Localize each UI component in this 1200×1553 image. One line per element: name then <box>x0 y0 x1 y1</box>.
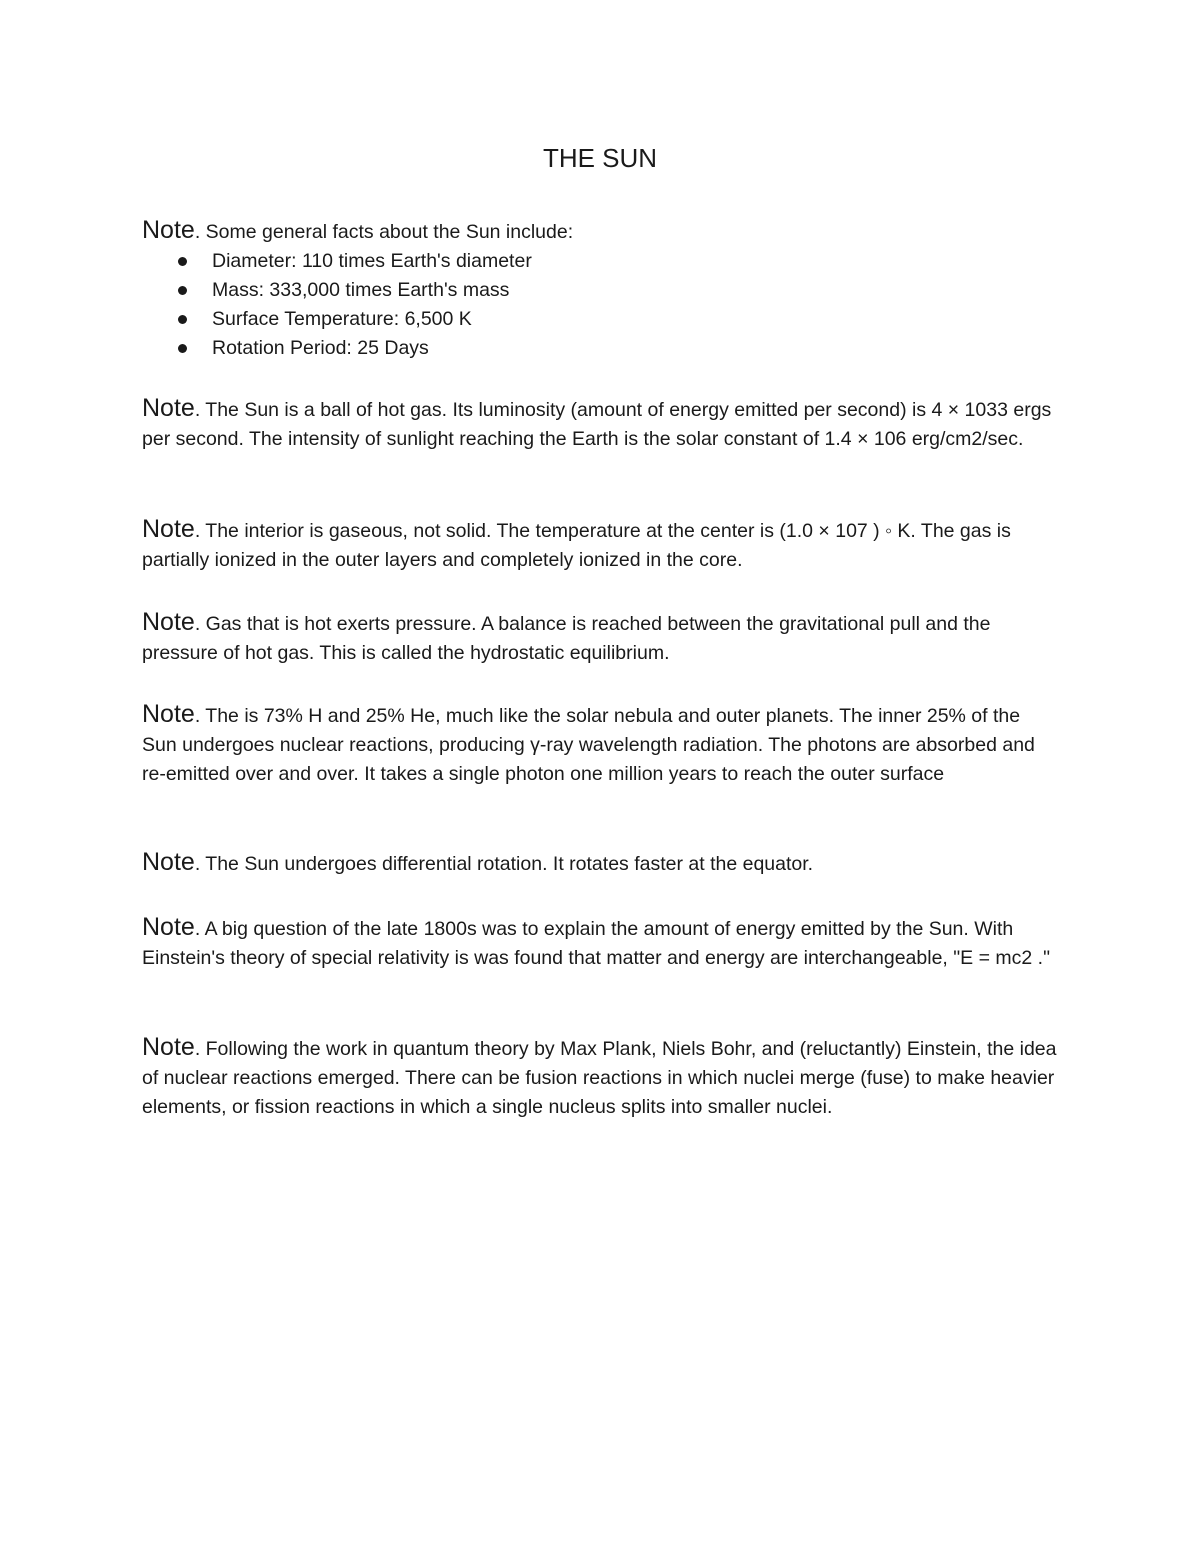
note-label: Note <box>142 608 195 636</box>
note-8 <box>142 1033 1058 1122</box>
list-item <box>142 276 1058 305</box>
note-text: . Gas that is hot exerts pressure. A balance is reached between the gravitational pull and the pressure of hot gas. This is called the hydrostatic equilibrium. <box>142 613 991 664</box>
fact-mass: Mass: 333,000 times Earth's mass <box>212 279 510 301</box>
note-3 <box>142 515 1058 575</box>
note-2 <box>142 394 1058 454</box>
note-7 <box>142 913 1058 973</box>
list-item <box>142 247 1058 276</box>
note-text: . Following the work in quantum theory by Max Plank, Niels Bohr, and (reluctantly) Einstein, the idea of nuclear reactions emerged. There can be fusion reactions in which nuclei merge (fuse) to make heavier elements, or fission reactions in which a single nucleus splits into smaller nuclei. <box>142 1038 1057 1118</box>
page-title: THE SUN <box>542 143 658 173</box>
note-5 <box>142 700 1058 789</box>
bullet-icon <box>178 257 187 266</box>
bullet-icon <box>178 315 187 324</box>
note-text: . The Sun is a ball of hot gas. Its luminosity (amount of energy emitted per second) is 4 × 1033 ergs per second. The intensity of sunlight reaching the Earth is the solar constant of 1.4 × 106 erg/cm2/sec. <box>142 399 1052 450</box>
list-item <box>142 334 1058 363</box>
bullet-icon <box>178 286 187 295</box>
facts-list <box>142 247 1058 363</box>
bullet-icon <box>178 344 187 353</box>
note-label: Note <box>142 848 195 876</box>
note-text: . The interior is gaseous, not solid. The temperature at the center is (1.0 × 107 ) ◦ K. The gas is partially ionized in the outer layers and completely ionized in the core. <box>142 520 1011 571</box>
note-label: Note <box>142 515 195 543</box>
fact-surface-temperature: Surface Temperature: 6,500 K <box>212 308 472 330</box>
note-text: . The is 73% H and 25% He, much like the solar nebula and outer planets. The inner 25% of the Sun undergoes nuclear reactions, producing γ-ray wavelength radiation. The photons are absorbed and re-emitted over and over. It takes a single photon one million years to reach the outer surface <box>142 705 1035 785</box>
note-label: Note <box>142 1033 195 1061</box>
note-label: Note <box>142 913 195 941</box>
fact-diameter: Diameter: 110 times Earth's diameter <box>212 250 532 272</box>
note-1 <box>142 216 1058 363</box>
note-text: . A big question of the late 1800s was to explain the amount of energy emitted by the Sun. With Einstein's theory of special relativity is was found that matter and energy are interchangeable, "E = mc2 ." <box>142 918 1050 969</box>
note-text: . The Sun undergoes differential rotation. It rotates faster at the equator. <box>194 853 814 875</box>
note-label: Note <box>142 394 195 422</box>
note-text: . Some general facts about the Sun include: <box>194 221 574 243</box>
note-label: Note <box>142 216 195 244</box>
list-item <box>142 305 1058 334</box>
fact-rotation-period: Rotation Period: 25 Days <box>212 337 429 359</box>
note-6 <box>142 848 1058 879</box>
note-4 <box>142 608 1058 668</box>
note-label: Note <box>142 700 195 728</box>
